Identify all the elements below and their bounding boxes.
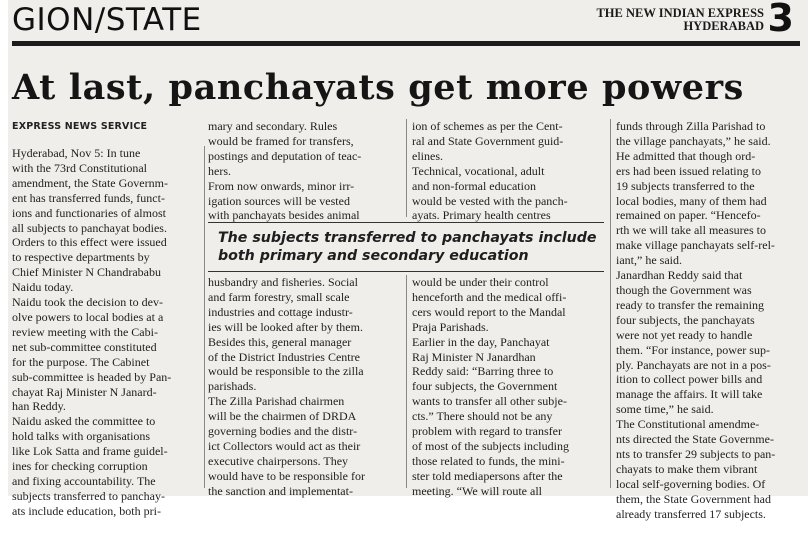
column-divider	[406, 275, 407, 488]
pull-quote-box	[208, 222, 604, 272]
column-divider	[406, 119, 407, 217]
section-label: GION/STATE	[12, 2, 202, 38]
page-number: 3	[767, 0, 794, 40]
header-rule	[12, 41, 800, 46]
newspaper-name: THE NEW INDIAN EXPRESS	[596, 6, 764, 20]
article-column-4: funds through Zilla Parishad to the village panchayats,” he said. He admitted that though ord- ers had been issued relating to 19 subjects transferred to the local bodies, many of them had remained on paper. “Hencefo- rth we will take all measures to make village panchayats self-rel- iant,” he said. Janardhan Reddy said that though the Government was ready to transfer the remaining four subjects, the panchayats were not yet ready to handle them. “For instance, power sup- ply. Panchayats are not in a pos- ition to collect power bills and manage the affairs. It will take some time,” he said. The Constitutional amendme- nts directed the State Governme- nts to transfer 29 subjects to pan- chayats to make them vibrant local self-governing bodies. Of them, the State Government had already transferred 17 subjects.	[616, 119, 776, 521]
masthead	[596, 7, 764, 33]
article-column-2-top: mary and secondary. Rules would be framed for transfers, postings and deputation of teac- hers. From now onwards, minor irr- igation sources will be vested with panchayats besides animal	[208, 119, 362, 223]
column-divider	[204, 146, 205, 488]
pull-quote: The subjects transferred to panchayats include both primary and secondary education	[218, 230, 597, 264]
headline: At last, panchayats get more powers	[12, 67, 744, 108]
edition-city: HYDERABAD	[683, 19, 764, 33]
newspaper-clipping	[8, 0, 808, 521]
article-column-3-bottom: would be under their control henceforth and the medical offi- cers would report to the Mandal Praja Parishads. Earlier in the day, Panchayat Raj Minister N Janardhan Reddy said: “Barring three to four subjects, the Government wants to transfer all other subje- cts.” There should not be any problem with regard to transfer of most of the subjects including those related to funds, the mini- ster told mediapersons after the meeting. “We will route all	[412, 275, 569, 498]
article-column-3-top: ion of schemes as per the Cent- ral and State Government guid- elines. Technical, vocational, adult and non-formal education would be vested with the panch- ayats. Primary health centres	[412, 119, 568, 223]
column-divider	[610, 119, 611, 488]
article-column-2-bottom: husbandry and fisheries. Social and farm forestry, small scale industries and cottage industr- ies will be looked after by them. Besides this, general manager of the District Industries Centre would be responsible to the zilla parishads. The Zilla Parishad chairmen will be the chairmen of DRDA governing bodies and the distr- ict Collectors would act as their executive chairpersons. They would have to be responsible for the sanction and implementat-	[208, 275, 365, 498]
byline: EXPRESS NEWS SERVICE	[12, 121, 148, 132]
article-column-1: Hyderabad, Nov 5: In tune with the 73rd Constitutional amendment, the State Governm- ent has transferred funds, funct- ions and functionaries of almost all subjects to panchayat bodies. Orders to this effect were issued to respective departments by Chief Minister N Chandrababu Naidu today. Naidu took the decision to dev- olve powers to local bodies at a review meeting with the Cabi- net sub-committee constituted for the purpose. The Cabinet sub-committee is headed by Pan- chayat Raj Minister N Janard- han Reddy. Naidu asked the committee to hold talks with organisations like Lok Satta and frame guidel- ines for checking corruption and fixing accountability. The subjects transferred to panchay- ats include education, both pri-	[12, 146, 172, 518]
